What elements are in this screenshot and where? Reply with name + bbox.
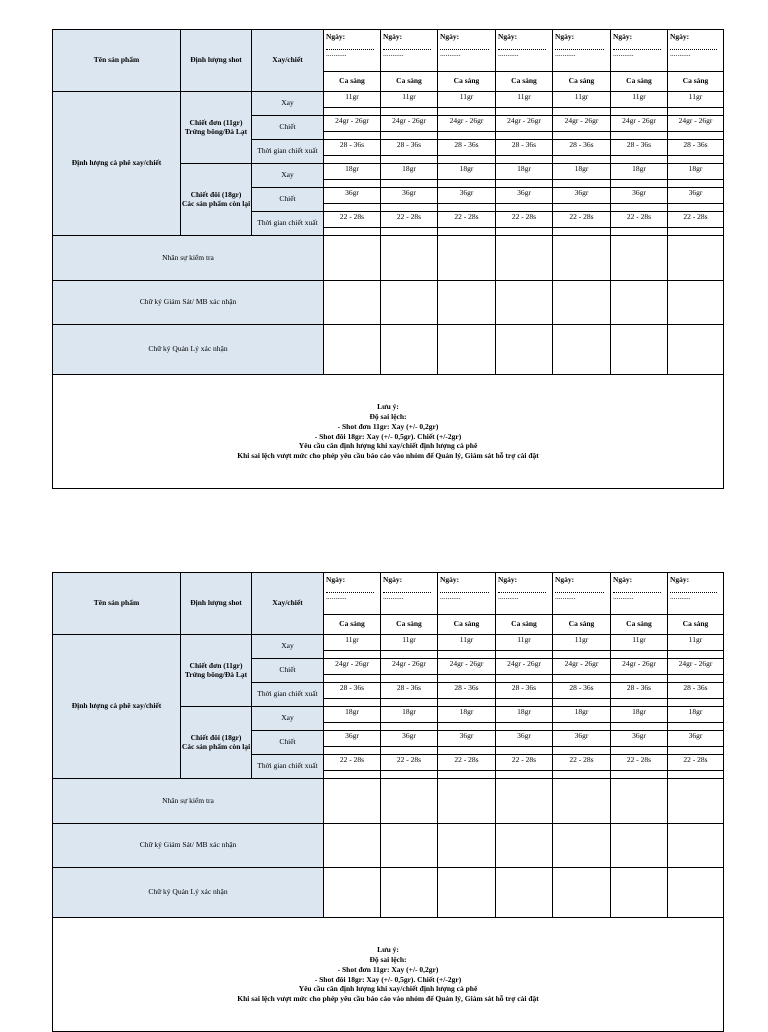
blank-cell[interactable] xyxy=(324,132,381,140)
single-grind-value: 11gr xyxy=(496,635,553,651)
blank-cell[interactable] xyxy=(381,108,438,116)
supervisor-label: Chữ ký Giám Sát/ MB xác nhận xyxy=(53,281,324,325)
single-grind-label: Xay xyxy=(252,92,324,116)
blank-cell[interactable] xyxy=(553,204,611,212)
manager-signature-cell[interactable] xyxy=(324,868,381,918)
double-grind-value: 18gr xyxy=(324,707,381,723)
single-extract-value: 24gr - 26gr xyxy=(438,116,496,132)
double-time-label: Thời gian chiết xuất xyxy=(252,212,324,236)
blank-cell[interactable] xyxy=(553,132,611,140)
manager-signature-cell[interactable] xyxy=(381,325,438,375)
single-grind-value: 11gr xyxy=(381,92,438,108)
shift-label: Ca sáng xyxy=(438,615,496,635)
single-grind-value: 11gr xyxy=(324,635,381,651)
inspector-cell[interactable] xyxy=(668,236,724,281)
inspector-cell[interactable] xyxy=(496,236,553,281)
inspector-cell[interactable] xyxy=(496,779,553,824)
blank-cell[interactable] xyxy=(611,747,668,755)
blank-cell[interactable] xyxy=(381,132,438,140)
double-grind-value: 18gr xyxy=(324,164,381,180)
date-field[interactable]: Ngày: ........... xyxy=(553,30,611,72)
inspector-cell[interactable] xyxy=(381,779,438,824)
single-extract-value: 24gr - 26gr xyxy=(668,116,724,132)
qc-table xyxy=(52,29,724,489)
shift-label: Ca sáng xyxy=(438,72,496,92)
inspector-cell[interactable] xyxy=(611,779,668,824)
blank-cell[interactable] xyxy=(381,771,438,779)
single-time-value: 28 - 36s xyxy=(668,140,724,156)
double-extract-value: 36gr xyxy=(668,188,724,204)
grind-header: Xay/chiết xyxy=(252,573,324,635)
manager-label: Chữ ký Quản Lý xác nhận xyxy=(53,325,324,375)
single-time-value: 28 - 36s xyxy=(553,683,611,699)
manager-signature-cell[interactable] xyxy=(668,325,724,375)
inspector-cell[interactable] xyxy=(324,779,381,824)
qc-form xyxy=(52,29,723,489)
single-shot-label: Chiết đơn (11gr) Trứng bông/Đà Lạt xyxy=(181,635,252,707)
supervisor-signature-cell[interactable] xyxy=(438,281,496,325)
single-shot-label: Chiết đơn (11gr) Trứng bông/Đà Lạt xyxy=(181,92,252,164)
blank-cell[interactable] xyxy=(611,180,668,188)
blank-cell[interactable] xyxy=(438,132,496,140)
blank-cell[interactable] xyxy=(668,747,724,755)
double-grind-label: Xay xyxy=(252,707,324,731)
shift-label: Ca sáng xyxy=(668,615,724,635)
double-extract-label: Chiết xyxy=(252,188,324,212)
manager-label: Chữ ký Quản Lý xác nhận xyxy=(53,868,324,918)
blank-cell[interactable] xyxy=(496,771,553,779)
double-grind-value: 18gr xyxy=(496,164,553,180)
single-extract-value: 24gr - 26gr xyxy=(496,659,553,675)
blank-cell[interactable] xyxy=(438,156,496,164)
shift-label: Ca sáng xyxy=(324,72,381,92)
inspector-cell[interactable] xyxy=(553,236,611,281)
blank-cell[interactable] xyxy=(381,747,438,755)
double-extract-value: 36gr xyxy=(324,188,381,204)
blank-cell[interactable] xyxy=(381,180,438,188)
blank-cell[interactable] xyxy=(324,228,381,236)
double-time-value: 22 - 28s xyxy=(324,212,381,228)
double-grind-value: 18gr xyxy=(553,164,611,180)
note-report: Khi sai lệch vượt mức cho phép yêu cầu báo cáo vào nhóm để Quản lý, Giám sát hỗ trợ cài đặt xyxy=(237,451,539,460)
shift-label: Ca sáng xyxy=(381,72,438,92)
single-time-value: 28 - 36s xyxy=(496,683,553,699)
blank-cell[interactable] xyxy=(496,156,553,164)
blank-cell[interactable] xyxy=(668,699,724,707)
blank-cell[interactable] xyxy=(381,699,438,707)
supervisor-signature-cell[interactable] xyxy=(496,281,553,325)
single-extract-value: 24gr - 26gr xyxy=(381,659,438,675)
supervisor-signature-cell[interactable] xyxy=(553,824,611,868)
double-extract-value: 36gr xyxy=(381,731,438,747)
double-extract-label: Chiết xyxy=(252,731,324,755)
single-time-value: 28 - 36s xyxy=(381,140,438,156)
double-extract-value: 36gr xyxy=(553,188,611,204)
double-time-value: 22 - 28s xyxy=(668,755,724,771)
notes-block xyxy=(53,918,724,1032)
blank-cell[interactable] xyxy=(381,228,438,236)
blank-cell[interactable] xyxy=(324,699,381,707)
blank-cell[interactable] xyxy=(496,699,553,707)
note-title: Lưu ý: xyxy=(377,402,399,412)
manager-signature-cell[interactable] xyxy=(553,325,611,375)
blank-cell[interactable] xyxy=(668,204,724,212)
manager-signature-cell[interactable] xyxy=(611,325,668,375)
shift-label: Ca sáng xyxy=(611,72,668,92)
double-extract-value: 36gr xyxy=(324,731,381,747)
grind-header: Xay/chiết xyxy=(252,30,324,92)
shift-label: Ca sáng xyxy=(324,615,381,635)
double-extract-value: 36gr xyxy=(611,188,668,204)
manager-signature-cell[interactable] xyxy=(668,868,724,918)
double-grind-value: 18gr xyxy=(438,707,496,723)
blank-cell[interactable] xyxy=(611,156,668,164)
shift-label: Ca sáng xyxy=(668,72,724,92)
supervisor-signature-cell[interactable] xyxy=(438,824,496,868)
manager-signature-cell[interactable] xyxy=(553,868,611,918)
date-field[interactable]: Ngày: ........... xyxy=(668,573,724,615)
single-extract-value: 24gr - 26gr xyxy=(553,659,611,675)
blank-cell[interactable] xyxy=(553,747,611,755)
note-weigh: Yêu cầu cân định lượng khi xay/chiết định lượng cà phê xyxy=(298,984,478,994)
date-field[interactable]: Ngày: ........... xyxy=(496,573,553,615)
blank-cell[interactable] xyxy=(611,228,668,236)
manager-signature-cell[interactable] xyxy=(324,325,381,375)
blank-cell[interactable] xyxy=(438,651,496,659)
double-time-value: 22 - 28s xyxy=(496,212,553,228)
blank-cell[interactable] xyxy=(438,747,496,755)
blank-cell[interactable] xyxy=(553,675,611,683)
blank-cell[interactable] xyxy=(496,651,553,659)
single-grind-value: 11gr xyxy=(324,92,381,108)
blank-cell[interactable] xyxy=(438,180,496,188)
date-field[interactable]: Ngày: ........... xyxy=(611,573,668,615)
single-extract-value: 24gr - 26gr xyxy=(381,116,438,132)
blank-cell[interactable] xyxy=(438,108,496,116)
double-grind-value: 18gr xyxy=(668,164,724,180)
supervisor-signature-cell[interactable] xyxy=(668,281,724,325)
blank-cell[interactable] xyxy=(496,228,553,236)
single-grind-label: Xay xyxy=(252,635,324,659)
single-time-label: Thời gian chiết xuất xyxy=(252,140,324,164)
double-time-value: 22 - 28s xyxy=(553,212,611,228)
blank-cell[interactable] xyxy=(611,771,668,779)
inspector-cell[interactable] xyxy=(553,779,611,824)
double-time-value: 22 - 28s xyxy=(438,755,496,771)
blank-cell[interactable] xyxy=(438,723,496,731)
double-shot-label: Chiết đôi (18gr) Các sản phẩm còn lại xyxy=(181,164,252,236)
blank-cell[interactable] xyxy=(611,132,668,140)
double-grind-value: 18gr xyxy=(381,164,438,180)
blank-cell[interactable] xyxy=(381,723,438,731)
blank-cell[interactable] xyxy=(324,108,381,116)
single-grind-value: 11gr xyxy=(611,635,668,651)
blank-cell[interactable] xyxy=(668,228,724,236)
manager-signature-cell[interactable] xyxy=(496,868,553,918)
blank-cell[interactable] xyxy=(611,651,668,659)
single-grind-value: 11gr xyxy=(668,635,724,651)
inspector-cell[interactable] xyxy=(324,236,381,281)
double-time-value: 22 - 28s xyxy=(668,212,724,228)
inspector-cell[interactable] xyxy=(438,779,496,824)
blank-cell[interactable] xyxy=(381,675,438,683)
note-double: - Shot đôi 18gr: Xay (+/- 0,5gr). Chiết (+/-2gr) xyxy=(314,974,462,984)
supervisor-signature-cell[interactable] xyxy=(611,281,668,325)
blank-cell[interactable] xyxy=(553,771,611,779)
double-time-value: 22 - 28s xyxy=(611,212,668,228)
blank-cell[interactable] xyxy=(553,228,611,236)
note-report: Khi sai lệch vượt mức cho phép yêu cầu báo cáo vào nhóm để Quản lý, Giám sát hỗ trợ cài đặt xyxy=(237,994,539,1003)
single-grind-value: 11gr xyxy=(381,635,438,651)
supervisor-signature-cell[interactable] xyxy=(553,281,611,325)
blank-cell[interactable] xyxy=(553,180,611,188)
single-grind-value: 11gr xyxy=(668,92,724,108)
double-time-value: 22 - 28s xyxy=(496,755,553,771)
inspector-label: Nhân sự kiểm tra xyxy=(53,236,324,281)
blank-cell[interactable] xyxy=(324,675,381,683)
double-grind-value: 18gr xyxy=(496,707,553,723)
single-extract-value: 24gr - 26gr xyxy=(324,659,381,675)
blank-cell[interactable] xyxy=(324,156,381,164)
inspector-label: Nhân sự kiểm tra xyxy=(53,779,324,824)
blank-cell[interactable] xyxy=(611,204,668,212)
single-time-value: 28 - 36s xyxy=(324,683,381,699)
single-extract-value: 24gr - 26gr xyxy=(324,116,381,132)
blank-cell[interactable] xyxy=(668,156,724,164)
double-grind-value: 18gr xyxy=(381,707,438,723)
note-weigh: Yêu cầu cân định lượng khi xay/chiết định lượng cà phê xyxy=(298,441,478,451)
double-time-value: 22 - 28s xyxy=(324,755,381,771)
qc-table xyxy=(52,572,724,1032)
single-time-value: 28 - 36s xyxy=(496,140,553,156)
double-extract-value: 36gr xyxy=(496,731,553,747)
blank-cell[interactable] xyxy=(496,675,553,683)
date-field[interactable]: Ngày: ........... xyxy=(438,30,496,72)
supervisor-signature-cell[interactable] xyxy=(611,824,668,868)
blank-cell[interactable] xyxy=(668,723,724,731)
blank-cell[interactable] xyxy=(668,651,724,659)
blank-cell[interactable] xyxy=(381,156,438,164)
blank-cell[interactable] xyxy=(668,771,724,779)
single-extract-value: 24gr - 26gr xyxy=(668,659,724,675)
single-time-value: 28 - 36s xyxy=(438,683,496,699)
notes-block xyxy=(53,375,724,489)
single-grind-value: 11gr xyxy=(438,635,496,651)
single-time-value: 28 - 36s xyxy=(438,140,496,156)
blank-cell[interactable] xyxy=(438,771,496,779)
blank-cell[interactable] xyxy=(668,132,724,140)
supervisor-signature-cell[interactable] xyxy=(668,824,724,868)
blank-cell[interactable] xyxy=(668,675,724,683)
blank-cell[interactable] xyxy=(324,180,381,188)
single-extract-value: 24gr - 26gr xyxy=(611,116,668,132)
manager-signature-cell[interactable] xyxy=(381,868,438,918)
date-field[interactable]: Ngày: ........... xyxy=(324,30,381,72)
note-single: - Shot đơn 11gr: Xay (+/- 0,2gr) xyxy=(337,964,439,974)
shift-label: Ca sáng xyxy=(496,615,553,635)
supervisor-signature-cell[interactable] xyxy=(381,824,438,868)
double-time-value: 22 - 28s xyxy=(381,212,438,228)
blank-cell[interactable] xyxy=(611,675,668,683)
blank-cell[interactable] xyxy=(496,747,553,755)
blank-cell[interactable] xyxy=(611,108,668,116)
date-field[interactable]: Ngày: ........... xyxy=(611,30,668,72)
manager-signature-cell[interactable] xyxy=(496,325,553,375)
supervisor-signature-cell[interactable] xyxy=(496,824,553,868)
blank-cell[interactable] xyxy=(553,651,611,659)
shift-label: Ca sáng xyxy=(553,72,611,92)
blank-cell[interactable] xyxy=(438,675,496,683)
note-double: - Shot đôi 18gr: Xay (+/- 0,5gr). Chiết (+/-2gr) xyxy=(314,431,462,441)
blank-cell[interactable] xyxy=(553,723,611,731)
double-grind-value: 18gr xyxy=(553,707,611,723)
single-grind-value: 11gr xyxy=(496,92,553,108)
single-time-value: 28 - 36s xyxy=(611,140,668,156)
blank-cell[interactable] xyxy=(438,699,496,707)
single-grind-value: 11gr xyxy=(438,92,496,108)
double-grind-label: Xay xyxy=(252,164,324,188)
single-grind-value: 11gr xyxy=(553,92,611,108)
date-field[interactable]: Ngày: ........... xyxy=(553,573,611,615)
single-time-label: Thời gian chiết xuất xyxy=(252,683,324,707)
double-extract-value: 36gr xyxy=(611,731,668,747)
single-time-value: 28 - 36s xyxy=(324,140,381,156)
double-time-value: 22 - 28s xyxy=(611,755,668,771)
blank-cell[interactable] xyxy=(668,108,724,116)
double-extract-value: 36gr xyxy=(668,731,724,747)
blank-cell[interactable] xyxy=(496,180,553,188)
date-field[interactable]: Ngày: ........... xyxy=(438,573,496,615)
double-time-value: 22 - 28s xyxy=(381,755,438,771)
single-extract-value: 24gr - 26gr xyxy=(611,659,668,675)
supervisor-signature-cell[interactable] xyxy=(324,824,381,868)
inspector-cell[interactable] xyxy=(438,236,496,281)
manager-signature-cell[interactable] xyxy=(438,325,496,375)
blank-cell[interactable] xyxy=(496,108,553,116)
double-extract-value: 36gr xyxy=(496,188,553,204)
inspector-cell[interactable] xyxy=(668,779,724,824)
blank-cell[interactable] xyxy=(438,204,496,212)
shift-label: Ca sáng xyxy=(496,72,553,92)
blank-cell[interactable] xyxy=(496,132,553,140)
single-time-value: 28 - 36s xyxy=(381,683,438,699)
single-grind-value: 11gr xyxy=(553,635,611,651)
row-group-label: Định lượng cà phê xay/chiết xyxy=(53,92,181,236)
double-grind-value: 18gr xyxy=(668,707,724,723)
blank-cell[interactable] xyxy=(553,156,611,164)
date-field[interactable]: Ngày: ........... xyxy=(668,30,724,72)
double-grind-value: 18gr xyxy=(438,164,496,180)
single-grind-value: 11gr xyxy=(611,92,668,108)
single-extract-value: 24gr - 26gr xyxy=(553,116,611,132)
inspector-cell[interactable] xyxy=(381,236,438,281)
double-grind-value: 18gr xyxy=(611,707,668,723)
blank-cell[interactable] xyxy=(438,228,496,236)
double-extract-value: 36gr xyxy=(381,188,438,204)
double-grind-value: 18gr xyxy=(611,164,668,180)
blank-cell[interactable] xyxy=(611,699,668,707)
note-title: Lưu ý: xyxy=(377,945,399,955)
single-extract-value: 24gr - 26gr xyxy=(496,116,553,132)
single-time-value: 28 - 36s xyxy=(553,140,611,156)
date-field[interactable]: Ngày: ........... xyxy=(381,573,438,615)
shift-label: Ca sáng xyxy=(381,615,438,635)
note-tolerance: Độ sai lệch: xyxy=(369,955,407,964)
dose-header: Định lượng shot xyxy=(181,30,252,92)
double-extract-value: 36gr xyxy=(438,188,496,204)
shift-label: Ca sáng xyxy=(611,615,668,635)
blank-cell[interactable] xyxy=(553,699,611,707)
blank-cell[interactable] xyxy=(324,723,381,731)
qc-form xyxy=(52,572,723,1032)
double-time-value: 22 - 28s xyxy=(438,212,496,228)
blank-cell[interactable] xyxy=(324,747,381,755)
blank-cell[interactable] xyxy=(324,204,381,212)
product-header: Tên sản phẩm xyxy=(53,30,181,92)
double-shot-label: Chiết đôi (18gr) Các sản phẩm còn lại xyxy=(181,707,252,779)
inspector-cell[interactable] xyxy=(611,236,668,281)
blank-cell[interactable] xyxy=(611,723,668,731)
supervisor-signature-cell[interactable] xyxy=(324,281,381,325)
single-extract-label: Chiết xyxy=(252,659,324,683)
blank-cell[interactable] xyxy=(381,651,438,659)
row-group-label: Định lượng cà phê xay/chiết xyxy=(53,635,181,779)
double-time-label: Thời gian chiết xuất xyxy=(252,755,324,779)
single-extract-value: 24gr - 26gr xyxy=(438,659,496,675)
double-time-value: 22 - 28s xyxy=(553,755,611,771)
dose-header: Định lượng shot xyxy=(181,573,252,635)
single-time-value: 28 - 36s xyxy=(668,683,724,699)
blank-cell[interactable] xyxy=(553,108,611,116)
manager-signature-cell[interactable] xyxy=(611,868,668,918)
supervisor-signature-cell[interactable] xyxy=(381,281,438,325)
blank-cell[interactable] xyxy=(324,651,381,659)
single-extract-label: Chiết xyxy=(252,116,324,140)
single-time-value: 28 - 36s xyxy=(611,683,668,699)
product-header: Tên sản phẩm xyxy=(53,573,181,635)
supervisor-label: Chữ ký Giám Sát/ MB xác nhận xyxy=(53,824,324,868)
blank-cell[interactable] xyxy=(496,204,553,212)
shift-label: Ca sáng xyxy=(553,615,611,635)
note-tolerance: Độ sai lệch: xyxy=(369,412,407,421)
date-field[interactable]: Ngày: ........... xyxy=(381,30,438,72)
note-single: - Shot đơn 11gr: Xay (+/- 0,2gr) xyxy=(337,421,439,431)
manager-signature-cell[interactable] xyxy=(438,868,496,918)
double-extract-value: 36gr xyxy=(553,731,611,747)
blank-cell[interactable] xyxy=(496,723,553,731)
date-field[interactable]: Ngày: ........... xyxy=(496,30,553,72)
blank-cell[interactable] xyxy=(324,771,381,779)
date-field[interactable]: Ngày: ........... xyxy=(324,573,381,615)
blank-cell[interactable] xyxy=(668,180,724,188)
blank-cell[interactable] xyxy=(381,204,438,212)
double-extract-value: 36gr xyxy=(438,731,496,747)
